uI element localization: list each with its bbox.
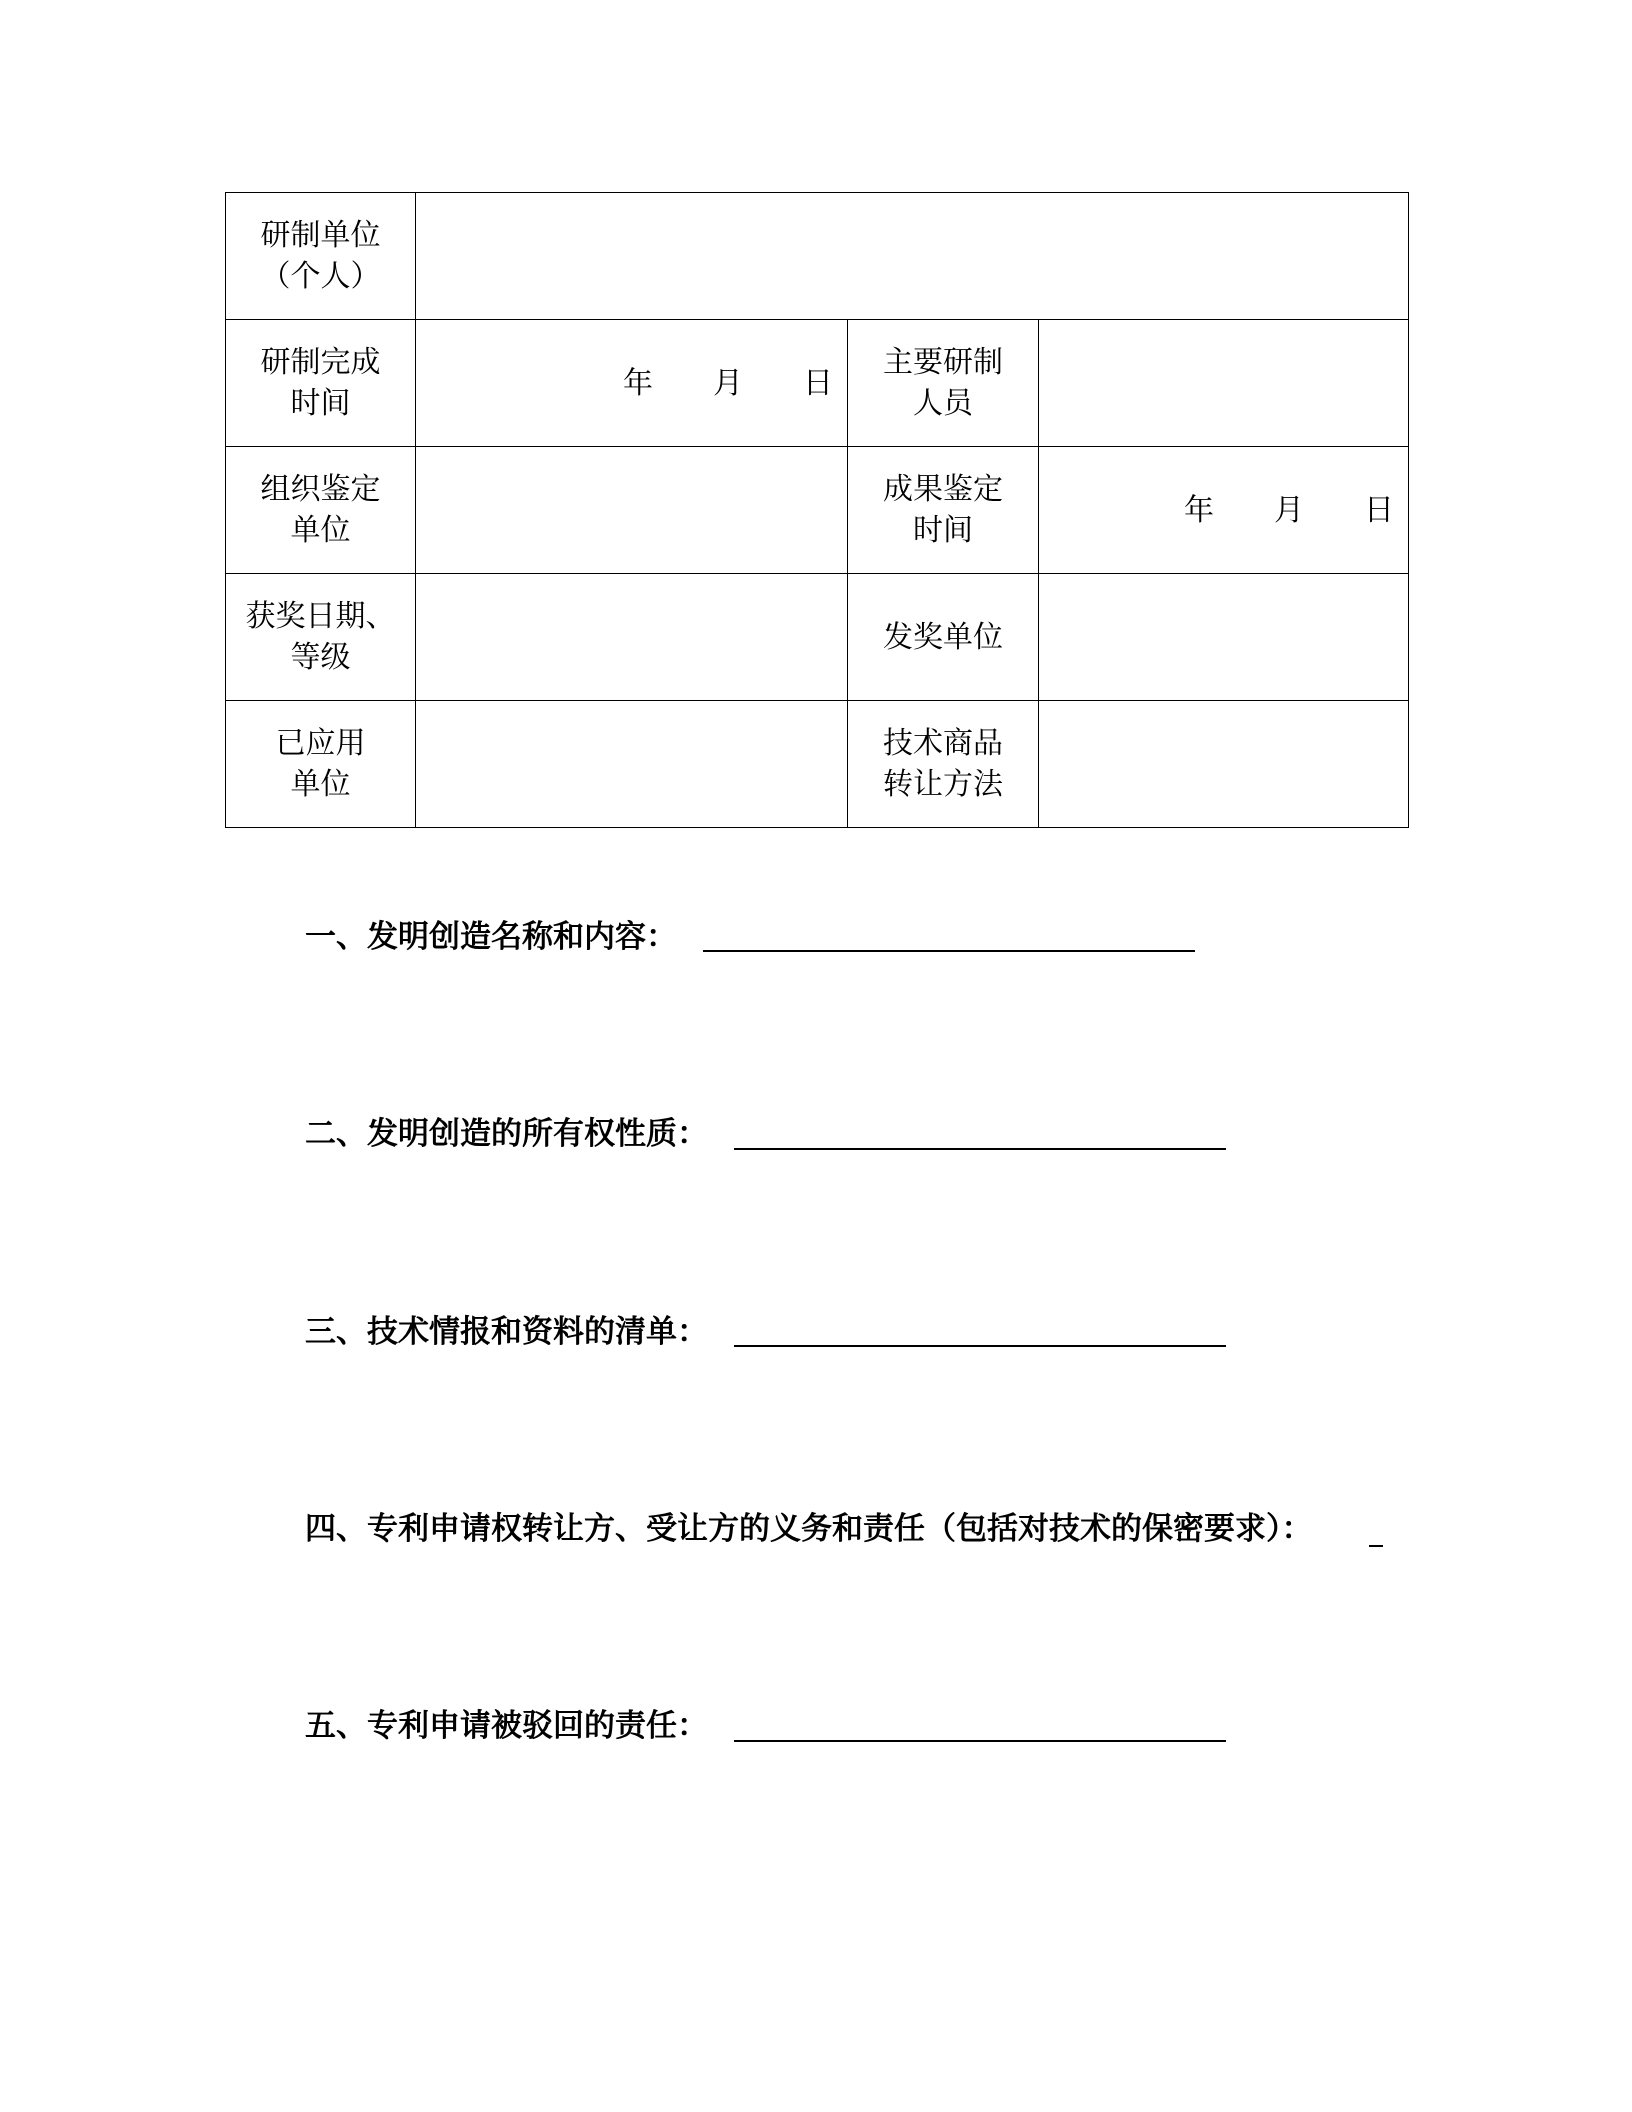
row-applied [226,701,1409,828]
question-5: 五、专利申请被驳回的责任： [305,1708,708,1744]
appraisal-time-label: 成果鉴定 时间 [848,447,1039,574]
day-label: 日 [803,365,833,401]
row-award [226,574,1409,701]
unit-label: 研制单位 （个人） [226,193,416,320]
day-label: 日 [1364,492,1395,528]
year-label: 年 [1184,492,1215,528]
question-1: 一、发明创造名称和内容： [305,919,677,955]
main-staff-value[interactable] [1039,320,1409,447]
main-staff-label: 主要研制 人员 [848,320,1039,447]
appraisal-org-value[interactable] [416,447,848,574]
question-3: 三、技术情报和资料的清单： [305,1314,708,1350]
appraisal-date-value[interactable] [1039,447,1409,574]
row-completion [226,320,1409,447]
row-appraisal [226,447,1409,574]
question-4: 四、专利申请权转让方、受让方的义务和责任（包括对技术的保密要求）： [305,1511,1313,1547]
unit-value[interactable] [416,193,1409,320]
transfer-method-value[interactable] [1039,701,1409,828]
answer-line-4[interactable] [1369,1545,1383,1547]
month-label: 月 [1274,492,1305,528]
month-label: 月 [713,365,743,401]
award-value[interactable] [416,574,848,701]
applied-unit-label: 已应用 单位 [226,701,416,828]
question-2: 二、发明创造的所有权性质： [305,1116,708,1152]
row-unit [226,193,1409,320]
completion-time-label: 研制完成 时间 [226,320,416,447]
answer-line-1[interactable] [703,950,1195,952]
applied-unit-value[interactable] [416,701,848,828]
answer-line-5[interactable] [734,1740,1226,1742]
answer-line-2[interactable] [734,1148,1226,1150]
year-label: 年 [623,365,653,401]
appraisal-org-label: 组织鉴定 单位 [226,447,416,574]
award-unit-label: 发奖单位 [848,574,1039,701]
award-unit-value[interactable] [1039,574,1409,701]
answer-line-3[interactable] [734,1345,1226,1347]
form-table [225,192,1409,828]
completion-date-value[interactable] [416,320,848,447]
transfer-method-label: 技术商品 转让方法 [848,701,1039,828]
award-label: 获奖日期、 等级 [226,574,416,701]
